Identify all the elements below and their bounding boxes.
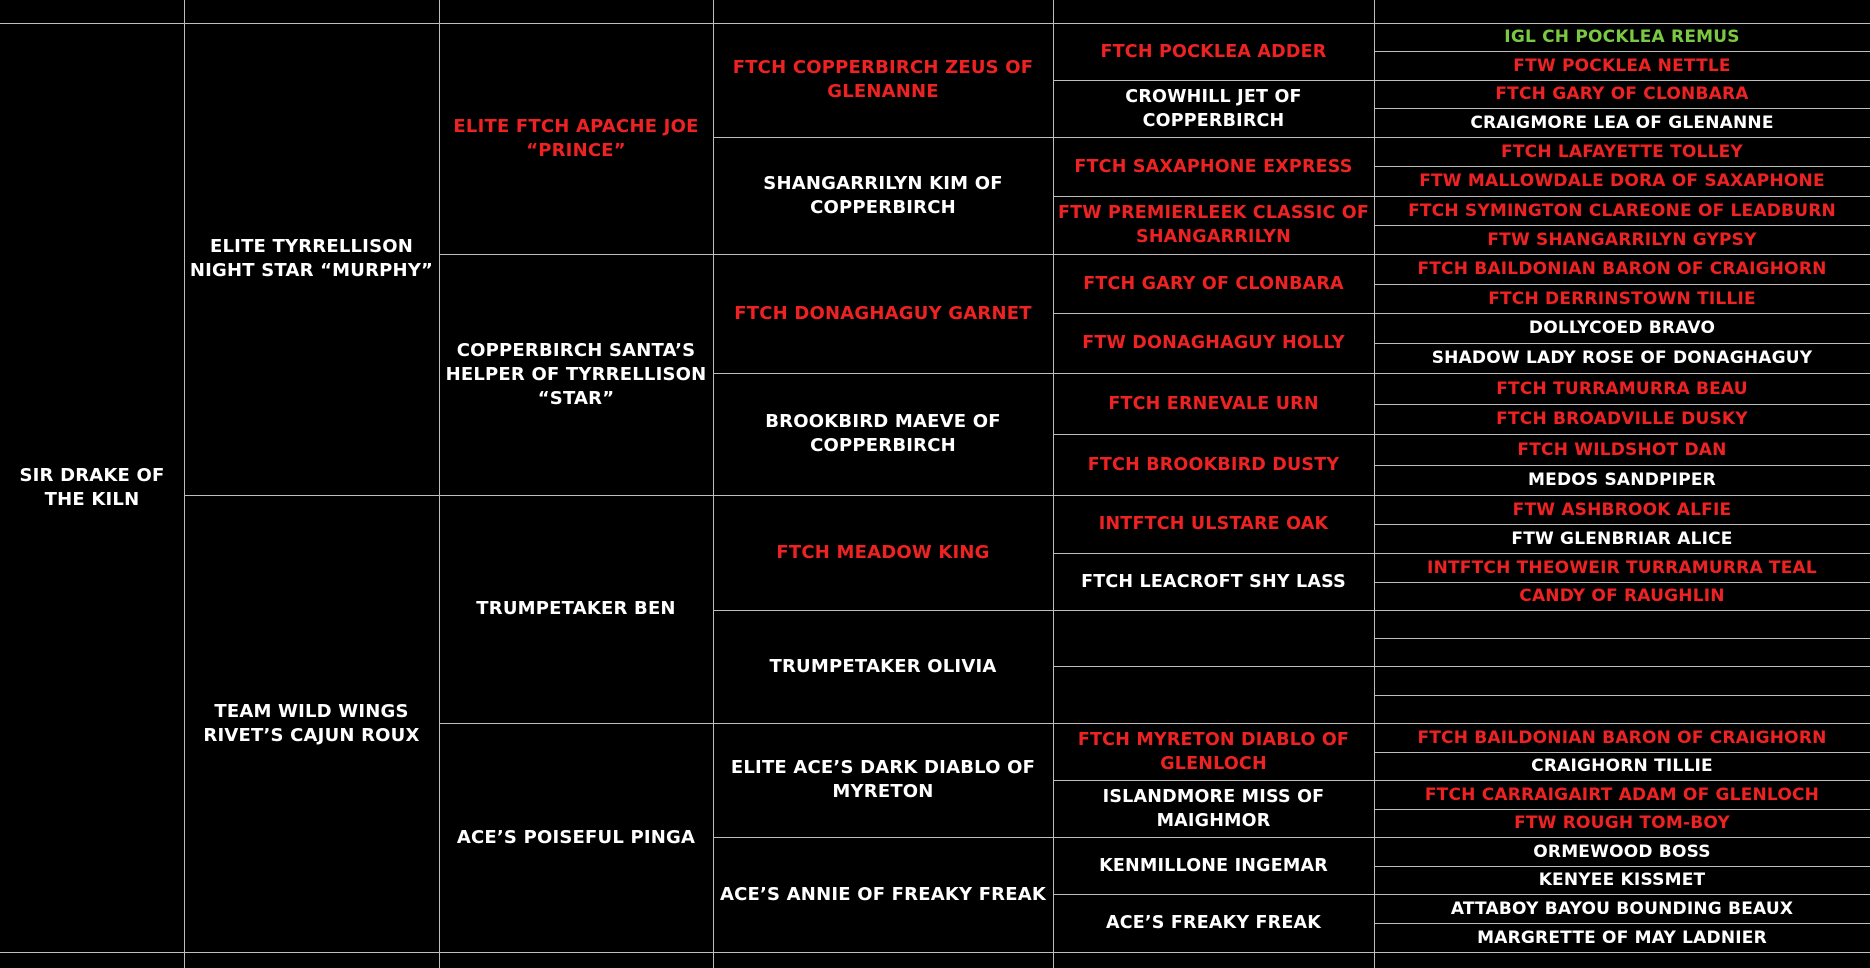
gen4-entry: FTCH GARY OF CLONBARA: [1083, 273, 1344, 294]
gen4-entry: FTCH LEACROFT SHY LASS: [1081, 571, 1346, 592]
gen4-entry: [1053, 610, 1374, 666]
gen4-entry: FTCH MYRETON DIABLO OF GLENLOCH: [1077, 729, 1350, 774]
gen5-entry: MARGRETTE OF MAY LADNIER: [1477, 927, 1767, 948]
gen5-entry: FTW MALLOWDALE DORA OF SAXAPHONE: [1419, 171, 1825, 191]
subject-entry: SIR DRAKE OF THE KILN: [19, 464, 165, 510]
gen5-entry: [1374, 666, 1870, 695]
great-grandparents-entry: FTCH MEADOW KING: [776, 541, 990, 563]
gen5-entry: CANDY OF RAUGHLIN: [1519, 586, 1725, 606]
gen4-entry: FTCH POCKLEA ADDER: [1100, 41, 1327, 62]
gen5-entry: FTCH TURRAMURRA BEAU: [1496, 378, 1748, 399]
gen4-entry: ISLANDMORE MISS OF MAIGHMOR: [1102, 786, 1325, 831]
great-grandparents-entry: ELITE ACE’S DARK DIABLO OF MYRETON: [730, 757, 1036, 802]
gen5-entry: DOLLYCOED BRAVO: [1528, 318, 1716, 338]
grid-line-bottom: [0, 952, 1870, 953]
parents-entry: ELITE TYRRELLISON NIGHT STAR “MURPHY”: [189, 236, 434, 281]
great-grandparents-entry: ACE’S ANNIE OF FREAKY FREAK: [719, 883, 1047, 905]
gen4-entry: KENMILLONE INGEMAR: [1099, 855, 1328, 876]
gen5-entry: MEDOS SANDPIPER: [1528, 470, 1716, 490]
gen5-entry: SHADOW LADY ROSE OF DONAGHAGUY: [1431, 348, 1813, 368]
gen4-entry: FTW PREMIERLEEK CLASSIC OF SHANGARRILYN: [1057, 203, 1370, 247]
gen5-entry: FTCH BAILDONIAN BARON OF CRAIGHORN: [1417, 727, 1827, 748]
gen5-entry: FTW ROUGH TOM-BOY: [1514, 813, 1730, 833]
gen5-entry: FTCH LAFAYETTE TOLLEY: [1501, 141, 1743, 162]
grandparents-entry: ACE’S POISEFUL PINGA: [456, 826, 696, 848]
gen5-entry: [1374, 638, 1870, 666]
gen4-entry: [1053, 666, 1374, 723]
grandparents-entry: COPPERBIRCH SANTA’S HELPER OF TYRRELLISON “STAR”: [445, 339, 707, 409]
gen4-entry: FTCH ERNEVALE URN: [1108, 393, 1319, 414]
gen5-entry: FTCH WILDSHOT DAN: [1517, 439, 1727, 460]
gen5-entry: FTW GLENBRIAR ALICE: [1511, 528, 1733, 549]
gen5-entry: CRAIGHORN TILLIE: [1531, 756, 1713, 776]
great-grandparents-entry: BROOKBIRD MAEVE OF COPPERBIRCH: [765, 411, 1001, 456]
grandparents-entry: ELITE FTCH APACHE JOE “PRINCE”: [453, 115, 699, 161]
parents-entry: TEAM WILD WINGS RIVET’S CAJUN ROUX: [203, 700, 420, 746]
great-grandparents-entry: FTCH DONAGHAGUY GARNET: [734, 302, 1032, 324]
gen5-entry: FTCH GARY OF CLONBARA: [1495, 84, 1749, 104]
great-grandparents-entry: FTCH COPPERBIRCH ZEUS OF GLENANNE: [732, 57, 1034, 102]
gen4-entry: FTCH SAXAPHONE EXPRESS: [1074, 156, 1353, 177]
gen5-entry: [1374, 695, 1870, 723]
gen5-entry: FTCH DERRINSTOWN TILLIE: [1488, 288, 1756, 309]
gen4-entry: FTW DONAGHAGUY HOLLY: [1082, 333, 1345, 353]
gen5-entry: FTCH CARRAIGAIRT ADAM OF GLENLOCH: [1424, 784, 1820, 805]
gen4-entry: INTFTCH ULSTARE OAK: [1098, 514, 1329, 534]
grandparents-entry: TRUMPETAKER BEN: [476, 598, 676, 619]
gen5-entry: FTW SHANGARRILYN GYPSY: [1487, 229, 1757, 250]
gen5-entry: FTCH BAILDONIAN BARON OF CRAIGHORN: [1417, 259, 1827, 279]
gen5-entry: FTW POCKLEA NETTLE: [1513, 55, 1731, 76]
gen4-entry: FTCH BROOKBIRD DUSTY: [1087, 454, 1340, 475]
gen4-entry: CROWHILL JET OF COPPERBIRCH: [1125, 86, 1302, 131]
great-grandparents-entry: TRUMPETAKER OLIVIA: [769, 655, 997, 677]
gen5-entry: ATTABOY BAYOU BOUNDING BEAUX: [1450, 898, 1794, 919]
gen4-entry: ACE’S FREAKY FREAK: [1105, 913, 1322, 933]
gen5-entry: FTCH BROADVILLE DUSKY: [1496, 409, 1748, 429]
gen5-entry: CRAIGMORE LEA OF GLENANNE: [1470, 112, 1774, 133]
gen5-entry: [1374, 610, 1870, 638]
gen5-entry: FTCH SYMINGTON CLAREONE OF LEADBURN: [1408, 200, 1836, 221]
gen5-entry: IGL CH POCKLEA REMUS: [1504, 27, 1740, 47]
great-grandparents-entry: SHANGARRILYN KIM OF COPPERBIRCH: [763, 172, 1003, 218]
gen5-entry: ORMEWOOD BOSS: [1533, 841, 1711, 862]
gen5-entry: INTFTCH THEOWEIR TURRAMURRA TEAL: [1427, 557, 1817, 578]
gen5-entry: FTW ASHBROOK ALFIE: [1512, 499, 1732, 520]
gen5-entry: KENYEE KISSMET: [1538, 870, 1706, 890]
